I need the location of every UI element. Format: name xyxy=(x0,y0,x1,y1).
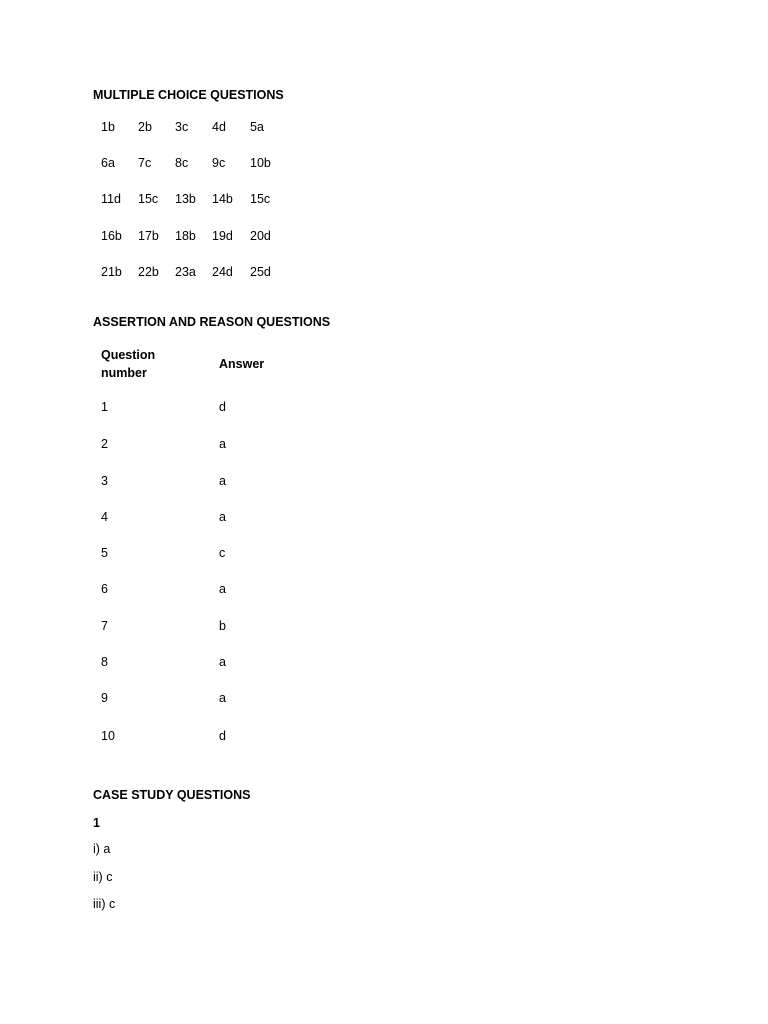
mcq-answer: 25d xyxy=(250,265,271,279)
column-header-question-line1: Question xyxy=(101,348,156,362)
mcq-heading: MULTIPLE CHOICE QUESTIONS xyxy=(93,88,284,102)
question-answer: a xyxy=(219,510,226,524)
question-number: 7 xyxy=(101,619,108,633)
question-answer: a xyxy=(219,474,226,488)
mcq-answer: 20d xyxy=(250,229,271,243)
mcq-answer: 24d xyxy=(212,265,233,279)
assertion-reason-heading: ASSERTION AND REASON QUESTIONS xyxy=(93,315,331,329)
mcq-answer: 2b xyxy=(138,120,152,134)
question-number: 2 xyxy=(101,437,108,451)
mcq-answer: 14b xyxy=(212,192,233,206)
question-answer: a xyxy=(219,691,226,705)
column-header-question-line2: number xyxy=(101,366,147,380)
question-answer: a xyxy=(219,655,226,669)
mcq-answer: 15c xyxy=(250,192,271,206)
mcq-answer: 18b xyxy=(175,229,196,243)
case-study-answer: iii) c xyxy=(93,897,116,911)
mcq-answer: 21b xyxy=(101,265,122,279)
mcq-answer: 19d xyxy=(212,229,233,243)
question-number: 3 xyxy=(101,474,108,488)
mcq-answer: 5a xyxy=(250,120,264,134)
question-number: 4 xyxy=(101,510,108,524)
column-header-answer: Answer xyxy=(219,357,265,371)
mcq-answer: 3c xyxy=(175,120,189,134)
column-header-question-number xyxy=(101,346,155,382)
mcq-answer: 22b xyxy=(138,265,159,279)
question-answer: c xyxy=(219,546,226,560)
question-answer: a xyxy=(219,582,226,596)
question-answer: b xyxy=(219,619,226,633)
mcq-answer: 15c xyxy=(138,192,159,206)
question-number: 10 xyxy=(101,729,115,743)
mcq-answer: 16b xyxy=(101,229,122,243)
mcq-answer: 9c xyxy=(212,156,226,170)
question-number: 6 xyxy=(101,582,108,596)
question-number: 8 xyxy=(101,655,108,669)
case-study-heading: CASE STUDY QUESTIONS xyxy=(93,788,251,802)
mcq-answer: 11d xyxy=(101,192,121,206)
question-number: 9 xyxy=(101,691,108,705)
mcq-answer: 8c xyxy=(175,156,189,170)
question-answer: a xyxy=(219,437,226,451)
mcq-answer: 7c xyxy=(138,156,152,170)
mcq-answer: 23a xyxy=(175,265,196,279)
question-answer: d xyxy=(219,729,226,743)
question-answer: d xyxy=(219,400,226,414)
mcq-answer: 13b xyxy=(175,192,196,206)
mcq-answer: 6a xyxy=(101,156,115,170)
mcq-answer: 10b xyxy=(250,156,271,170)
question-number: 5 xyxy=(101,546,108,560)
question-number: 1 xyxy=(101,400,108,414)
case-study-number: 1 xyxy=(93,816,100,830)
case-study-answer: i) a xyxy=(93,842,111,856)
mcq-answer: 17b xyxy=(138,229,159,243)
mcq-answer: 4d xyxy=(212,120,226,134)
case-study-answer: ii) c xyxy=(93,870,113,884)
mcq-answer: 1b xyxy=(101,120,115,134)
